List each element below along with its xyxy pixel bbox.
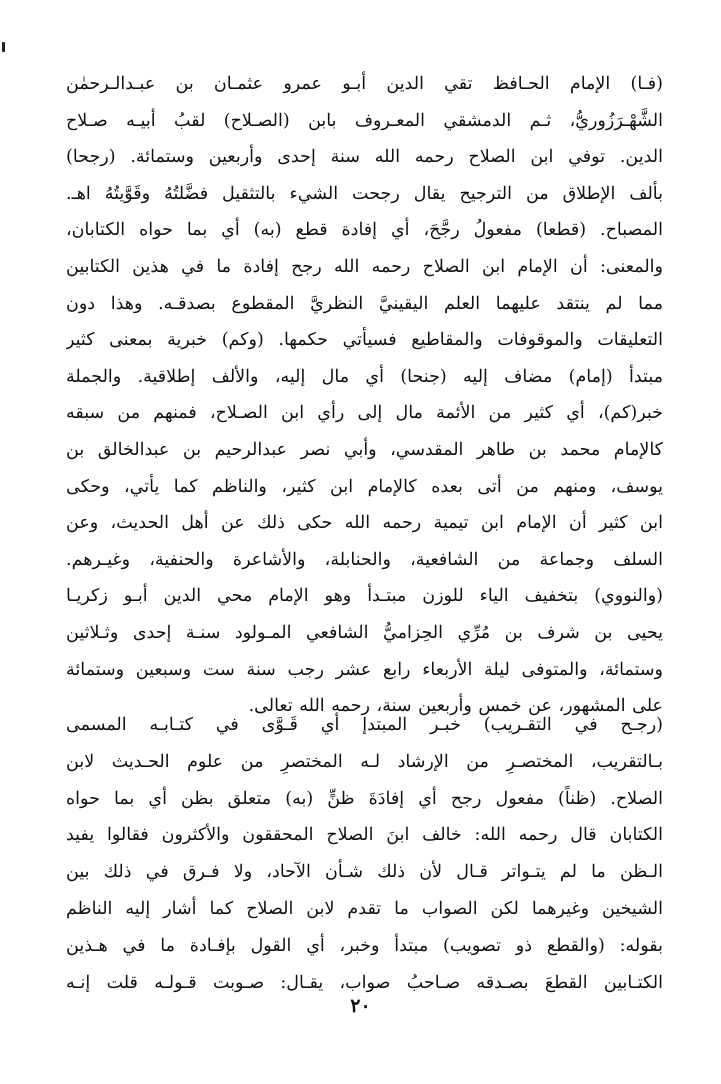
text-line: مبتدأ (إمام) مضاف إليه (جنحا) أي مال إليه، والألف إطلاقية. والجملة [66, 366, 663, 387]
text-line: (والنووي) بتخفيف الياء للوزن مبتـدأ وهو الإمام محي الدين أبـو زكريـا [66, 586, 663, 607]
text-line: (رجـح في التقـريب) خبـر المبتدإ أي قَـوَّى في كتـابـه المسمى [66, 715, 663, 735]
text-line: والمعنى: أن الإمام ابن الصلاح رحمه الله رجح إفادة ما في هذين الكتابين [66, 256, 663, 277]
text-line: الـظن ما لم يتـواتر قـال لأن ذلك شـأن الآحاد، ولا فـرق في ذلك بين [66, 862, 663, 883]
text-line: الدين. توفي ابن الصلاح رحمه الله سنة إحدى وأربعين وستمائة. (رجحا) [66, 147, 663, 168]
text-line: على المشهور، عن خمس وأربعين سنة، رحمه الله تعالى. [248, 696, 663, 717]
text-line: (فـا) الإمام الحـافظ تقي الدين أبـو عمرو عثمـان بن عبـدالـرحمٰن [66, 74, 663, 94]
text-line: ابن كثير أن الإمام ابن تيمية رحمه الله حكى ذلك عن أهل الحديث، وعن [66, 513, 663, 534]
text-line: يحيى بن شرف بن مُرِّي الحِزاميُّ الشافعي المـولود سنـة إحدى وثـلاثين [66, 622, 663, 643]
text-line: التعليقات والموقوفات والمقاطيع فسيأتي حكمها. (وكم) خبرية بمعنى كثير [66, 330, 663, 351]
text-line: المصباح. (قطعا) مفعولُ رجَّحَ، أي إفادة قطع (به) أي بما حواه الكتابان، [66, 220, 663, 241]
text-line: بألف الإطلاق من الترجيح يقال رجحت الشيء بالتثقيل فضَّلتُهُ وقَوَّيتُهُ اهـ. [66, 183, 663, 204]
text-line: يوسف، ومنهم من أتى بعده كالإمام ابن كثير، والناظم كما يأتي، وحكى [66, 476, 663, 497]
page-number: ٢٠ [350, 995, 371, 1017]
text-line: بـالتقريب، المختصـرِ من الإرشاد لـه المختصرِ من علوم الحـديث لابن [66, 751, 663, 772]
text-line: الصلاح. (ظناً) مفعول رجح أي إفادَةَ ظنٍّ (به) متعلق بظن أي بما حواه [66, 788, 663, 809]
paragraph-commentary-2 [66, 707, 663, 1001]
text-line: خبر(كم)، أي كثير من الأئمة مال إلى رأي ابن الصـلاح، فمنهم من سبقه [66, 403, 663, 424]
page-edge-mark [2, 42, 5, 52]
text-line: الكتـابين القطعَ بصـدقه صـاحبُ صواب، يقـال: صـوبت قـولـه قلت إنـه [66, 972, 663, 993]
text-line: كالإمام محمد بن طاهر المقدسي، وأبي نصر عبدالرحيم بن عبدالخالق بن [66, 439, 663, 460]
text-line: مما لم ينتقد عليهما العلم اليقينيَّ النظريَّ المقطوع بصدقـه. وهذا دون [66, 293, 663, 314]
text-line: الكتابان قال رحمه الله: خالف ابنَ الصلاح المحققون والأكثرون فقالوا يفيد [66, 825, 663, 846]
paragraph-commentary-1 [66, 66, 663, 725]
text-line: السلف وجماعة من الشافعية، والحنابلة، والأشاعرة والحنفية، وغيـرهم. [66, 549, 663, 570]
text-line: الشَّهْـرَزُوريُّ، ثـم الدمشقي المعـروف بابن (الصـلاح) لقبُ أبيـه صـلاح [66, 110, 663, 131]
text-line: بقوله: (والقطع ذو تصويب) مبتدأ وخبر، أي القول بإفـادة ما في هـذين [66, 935, 663, 956]
text-line: الشيخين وغيرهما لكن الصواب ما تقدم لابن الصلاح كما أشار إليه الناظم [66, 898, 663, 919]
text-line: وستمائة، والمتوفى ليلة الأربعاء رابع عشر رجب سنة ست وسبعين وستمائة [66, 659, 663, 680]
